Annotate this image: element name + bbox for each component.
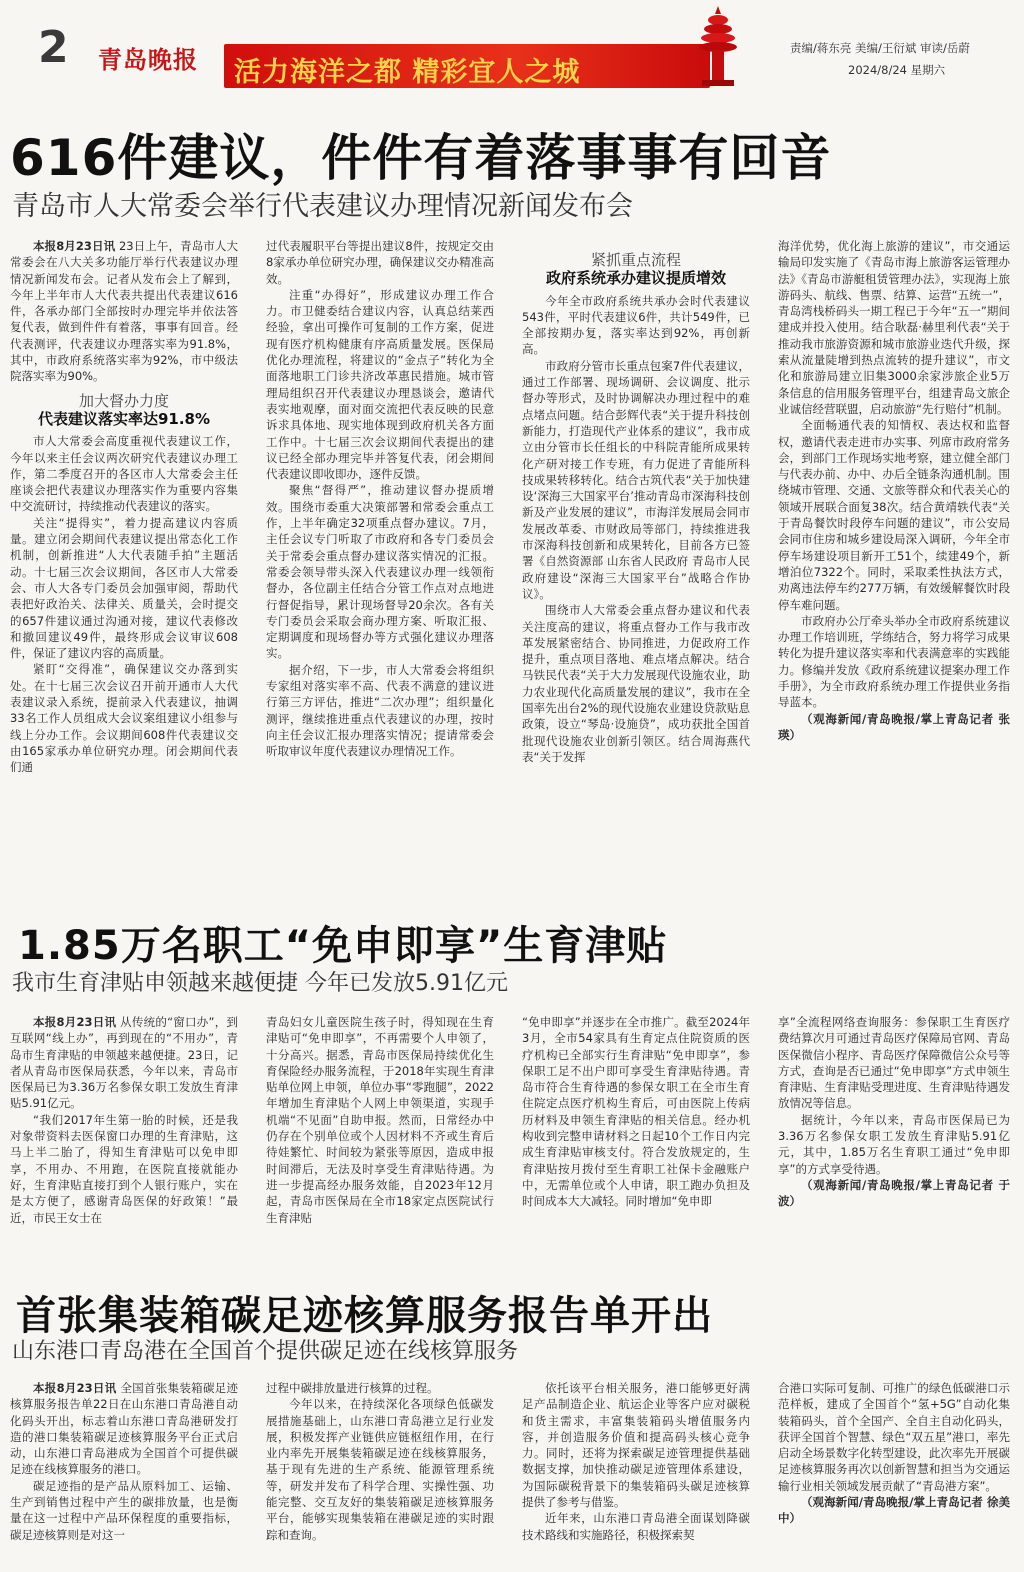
masthead	[0, 0, 1024, 92]
story2-column-4	[778, 1014, 1010, 1262]
section-subhead	[10, 393, 238, 428]
story3-headline: 首张集装箱碳足迹核算服务报告单开出	[16, 1293, 713, 1339]
story2-column-1	[10, 1014, 238, 1262]
subhead-line-2: 政府系统承办建议提质增效	[545, 269, 726, 288]
story1-column-1	[10, 238, 238, 878]
paragraph: 过程中碳排放量进行核算的过程。	[266, 1381, 439, 1395]
editor-credits: 责编/蒋东亮 美编/王衍斌 审读/岳蔚	[790, 41, 970, 55]
subhead-line-2: 代表建议落实率达91.8%	[37, 409, 211, 428]
paper-name-logo: 青岛晚报	[98, 45, 198, 74]
byline: （观海新闻/青岛晚报/掌上青岛记者 张瑛）	[778, 711, 1010, 742]
paragraph: 全国首张集装箱碳足迹核算服务报告单22日在山东港口青岛港自动化码头开出，标志着山东港口青岛港研发打造的港口集装箱碳足迹核算服务平台正式启动，山东港口青岛港成为全国首个可提供碳足迹在线核算服务的港口。	[10, 1381, 238, 1477]
page-number: 2	[38, 22, 69, 73]
paragraph: 市人大常委会高度重视代表建议工作，今年以来主任会议两次研究代表建议办理工作，第二季度召开的各区市人大常委会主任座谈会把代表建议办理落实作为重要内容集中交流研讨，持续推动代表建议的落实。	[10, 434, 238, 514]
paragraph: 聚焦“督得严”，推动建议督办提质增效。围绕市委重大决策部署和常委会重点工作，上半年确定32项重点督办建议。7月，主任会议专门听取了市政府和各专门委员会关于常委会重点督办建议落实情况的汇报。常委会领导带头深入代表建议办理一线领衔督办，各位副主任结合分管工作点对点地进行督促指导，累计现场督导20余次。各有关专门委员会采取会商办理方案、听取汇报、定期调度和现场督办等方式强化建议办理落实。	[266, 483, 494, 661]
story3-column-3	[522, 1380, 750, 1572]
paragraph: 据介绍，下一步，市人大常委会将组织专家组对落实率不高、代表不满意的建议进行第三方评估，推进“二次办理”；组织量化测评，继续推进重点代表建议的办理，按时向主任会议汇报办理落实情况；提请常委会听取审议年度代表建议办理情况工作。	[266, 662, 494, 759]
paragraph: 享”全流程网络查询服务：参保职工生育医疗费结算次月可通过青岛医疗保障局官网、青岛医保微信小程序、青岛医疗保障微信公众号等方式，查询是否已通过“免申即享”方式申领生育津贴、生育津贴受理进度、生育津贴待遇发放情况等信息。	[778, 1015, 1010, 1111]
story2-headline: 1.85万名职工“免申即享”生育津贴	[18, 923, 668, 969]
slogan-banner	[224, 44, 710, 88]
byline: （观海新闻/青岛晚报/掌上青岛记者 徐美中）	[778, 1495, 1010, 1526]
dateline: 本报8月23日讯	[33, 1015, 117, 1029]
paragraph: “免申即享”并逐步在全市推广。截至2024年3月，全市54家具有生育定点住院资质的医疗机构已全部实行生育津贴“免申即享”，参保职工足不出户即可享受生育津贴待遇。青岛市符合生育待遇的参保女职工在全市生育住院定点医疗机构生育后，可由医院上传病历材料及申领生育津贴的相关信息。经办机构收到完整申请材料之日起10个工作日内完成生育津贴审核支付。符合发放规定的，生育津贴按月拨付至生育职工社保卡金融账户中，无需单位或个人申请，职工跑办负担及时间成本大大减轻。同时增加“免申即	[522, 1015, 750, 1209]
paragraph: 注重“办得好”，形成建议办理工作合力。市卫健委结合建议内容，认真总结莱西经验，拿出可操作可复制的工作方案，促进现有医疗机构健康有序高质量发展。医保局优化办理流程，将建议的“金点子”转化为全面落地职工门诊共济改革惠民措施。城市管理局组织召开代表建议办理恳谈会，邀请代表实地观摩，面对面交流把代表反映的民意诉求具体地、现实地体现到政府机关各方面工作中。十七届三次会议期间代表提出的建议已经全部办理完毕并答复代表，闭会期间代表建议即收即办，逐件反馈。	[266, 287, 494, 482]
paragraph: 关注“提得实”，着力提高建议内容质量。建立闭会期间代表建议提出常态化工作机制，创新推进“人大代表随手拍”主题活动。十七届三次会议期间，各区市人大常委会、市人大各专门委员会加强审阅，帮助代表把好政治关、法律关、质量关，会时提交的657件建议通过沟通对接，建议代表修改和撤回建议49件，最终形成会议审议608件，保证了建议内容的高质量。	[10, 515, 238, 661]
story3-column-1	[10, 1380, 238, 1572]
tower-emblem-icon	[688, 4, 748, 88]
story1-subheadline: 青岛市人大常委会举行代表建议办理情况新闻发布会	[12, 191, 633, 222]
paragraph: 碳足迹指的是产品从原料加工、运输、生产到销售过程中产生的碳排放量，也是衡量在这一过程中产品环保程度的重要指标，碳足迹核算则是对这一	[10, 1478, 238, 1542]
story3-column-2	[266, 1380, 494, 1572]
section-subhead	[522, 252, 750, 287]
story2-column-2	[266, 1014, 494, 1262]
subhead-line-1: 紧抓重点流程	[590, 251, 681, 269]
paragraph: 今年全市政府系统共承办会时代表建议543件，平时代表建议6件，共计549件，已全部按期办复，落实率达到92%，再创新高。	[522, 293, 750, 357]
story1-column-2	[266, 238, 494, 878]
story3-subheadline: 山东港口青岛港在全国首个提供碳足迹在线核算服务	[12, 1339, 519, 1364]
issue-date: 2024/8/24 星期六	[848, 63, 946, 77]
story2-column-3	[522, 1014, 750, 1262]
paragraph: 合港口实际可复制、可推广的绿色低碳港口示范样板，建成了全国首个“氢+5G”自动化集装箱码头，首个全国产、全自主自动化码头，获评全国首个智慧、绿色“双五星”港口，率先启动全场景数字化转型建设，此次率先开展碳足迹核算服务再次以创新智慧和担当为交通运输行业相关领域发展贡献了“青岛港方案”。	[778, 1381, 1010, 1493]
paragraph: 海洋优势，优化海上旅游的建议”，市交通运输局印发实施了《青岛市海上旅游客运管理办法》《青岛市游艇租赁管理办法》，实现海上旅游码头、航线、售票、结算、运营“五统一”，青岛湾栈桥码头一期工程已于今年“五一”期间建成并投入使用。结合耿磊·赫里利代表“关于推动我市旅游资源和城市旅游业迭代升级，探索从流量陡增到热点流转的提升建议”，市文化和旅游局建立旧集3000余家涉旅企业5万条信息的信用服务管理平台，组建青岛文旅企业诚信经营联盟，启动旅游“先行赔付”机制。	[778, 239, 1010, 416]
paragraph: 今年以来，在持续深化各项绿色低碳发展措施基础上，山东港口青岛港立足行业发展，积极发挥产业链供应链枢纽作用，在行业内率先开展集装箱碳足迹在线核算服务，基于现有先进的生产系统、能源管理系统等，研发并发布了科学合理、实操性强、功能完整、交互友好的集装箱碳足迹核算服务平台，能够实现集装箱在港碳足迹的实时跟踪和查询。	[266, 1397, 494, 1542]
paragraph: 近年来，山东港口青岛港全面谋划降碳技术路线和实施路径，积极探索契	[522, 1511, 750, 1542]
story1-column-4	[778, 238, 1010, 878]
paragraph: 青岛妇女儿童医院生孩子时，得知现在生育津贴可“免申即享”，不再需要个人申领了，十分高兴。据悉，青岛市医保局持续优化生育保险经办服务流程，于2018年实现生育津贴单位网上申领，单位办事“零跑腿”，2022年增加生育津贴个人网上申领渠道，实现手机端“不见面”自助申报。然而，日常经办中仍存在个别单位或个人因材料不齐或生育后待娃繁忙、时间较为紧张等原因，造成申报时间滞后，无法及时享受生育津贴待遇。为进一步提高经办服务效能，自2023年12月起，青岛市医保局在全市18家定点医院试行生育津贴	[266, 1015, 494, 1225]
subhead-line-1: 加大督办力度	[78, 391, 169, 410]
story1-headline: 616件建议，件件有着落事事有回音	[10, 129, 832, 187]
byline: （观海新闻/青岛晚报/掌上青岛记者 于波）	[778, 1177, 1010, 1209]
paragraph: 全面畅通代表的知情权、表达权和监督权，邀请代表走进市办实事、列席市政府常务会，到部门工作现场实地考察，建立健全部门与代表办前、办中、办后全链条沟通机制。围绕城市管理、交通、文旅等群众和代表关心的领域开展联合面复38次。结合黄靖轶代表“关于青岛餐饮时段停车问题的建议”，市公安局会同市住房和城乡建设局深入调研，今年全市停车场建设项目新开工51个，续建49个，新增泊位7322个。同时，采取柔性执法方式，劝离违法停车约277万辆，有效缓解餐饮时段停车难问题。	[778, 418, 1010, 612]
story3-column-4	[778, 1380, 1010, 1572]
paragraph: 市政府办公厅牵头举办全市政府系统建议办理工作培训班，学练结合，努力将学习成果转化为提升建议落实率和代表满意率的实践能力。修编并发放《政府系统建议提案办理工作手册》，为全市政府系统办理工作提供业务指导蓝本。	[778, 613, 1010, 710]
paragraph: 围绕市人大常委会重点督办建议和代表关注度高的建议，将重点督办工作与我市改革发展紧密结合、协同推进，力促政府工作提升，重点项目落地、难点堵点解决。结合马铁民代表“关于大力发展现代设施农业，助力农业现代化高质量发展的建议”，我市在全国率先出台2%的现代设施农业建设贷款贴息政策，设立“琴岛·设施贷”，成功获批全国首批现代设施农业创新引领区。结合周海燕代表“关于发挥	[522, 603, 750, 764]
dateline: 本报8月23日讯	[33, 239, 116, 253]
paragraph: 23日上午，青岛市人大常委会在八大关多功能厅举行代表建议办理情况新闻发布会。记者从发布会上了解到，今年上半年市人大代表共提出代表建议616件，各承办部门全部按时办理完毕并依法答复代表，做到件件有着落，事事有回音。经代表测评，代表建议办理落实率为91.8%，其中，市政府系统落实率为92%，市中级法院落实率为90%。	[10, 239, 238, 384]
paragraph: 据统计，今年以来，青岛市医保局已为3.36万名参保女职工发放生育津贴5.91亿元，其中，1.85万名生育职工通过“免申即享”的方式享受待遇。	[778, 1112, 1010, 1176]
story2-subheadline: 我市生育津贴申领越来越便捷 今年已发放5.91亿元	[12, 971, 508, 996]
paragraph: 依托该平台相关服务，港口能够更好满足产品制造企业、航运企业等客户应对碳税和货主需求，丰富集装箱码头增值服务内容，并创造服务价值和提高码头核心竞争力。同时，还将为探索碳足迹管理提供基础数据支撑，加快推动碳足迹管理体系建设，为国际碳税背景下的集装箱码头碳足迹核算提供了参考与借鉴。	[522, 1381, 750, 1510]
paragraph: 从传统的“窗口办”，到互联网“线上办”，再到现在的“不用办”，青岛市生育津贴的申领越来越便捷。23日，记者从青岛市医保局获悉，今年以来，青岛市医保局已为3.36万名参保女职工发放生育津贴5.91亿元。	[10, 1015, 238, 1111]
slogan-text: 活力海洋之都 精彩宜人之城	[234, 57, 581, 88]
story1-column-3	[522, 238, 750, 878]
dateline: 本报8月23日讯	[33, 1381, 117, 1395]
paragraph: 紧盯“交得准”，确保建议交办落到实处。在十七届三次会议召开前开通市人大代表建议录入系统，提前录入代表建议，抽调33名工作人员组成大会议案组建议小组参与线上分办工作。会议期间608件代表建议交由165家承办单位研究办理。闭会期间代表们通	[10, 662, 238, 775]
paragraph: 过代表履职平台等提出建议8件，按规定交由8家承办单位研究办理，确保建议交办精准高效。	[266, 239, 494, 286]
paragraph: “我们2017年生第一胎的时候，还是我对象带资料去医保窗口办理的生育津贴，这马上半二胎了，得知生育津贴可以免申即享，不用办、不用跑，在医院直接就能办好，生育津贴直接打到个人银行账户，实在是太方便了，感谢青岛医保的好政策！”最近，市民王女士在	[10, 1112, 238, 1225]
paragraph: 市政府分管市长重点包案7件代表建议，通过工作部署、现场调研、会议调度、批示督办等形式，及时协调解决办理过程中的难点堵点问题。结合彭辉代表“关于提升科技创新能力，打造现代产业体系的建议”，我市成立由分管市长任组长的中科院青能所成果转化产研对接工作专班，有力促进了青能所科技成果转移转化。结合古筑代表“关于加快建设‘深海三大国家平台’推动青岛市深海科技创新及产业发展的建议”，市海洋发展局会同市发展改革委、市财政局等部门，持续推进我市深海科技创新和成果转化，目前各方已签署《自然资源部 山东省人民政府 青岛市人民政府建设“深海三大国家平台”战略合作协议》。	[522, 358, 750, 601]
